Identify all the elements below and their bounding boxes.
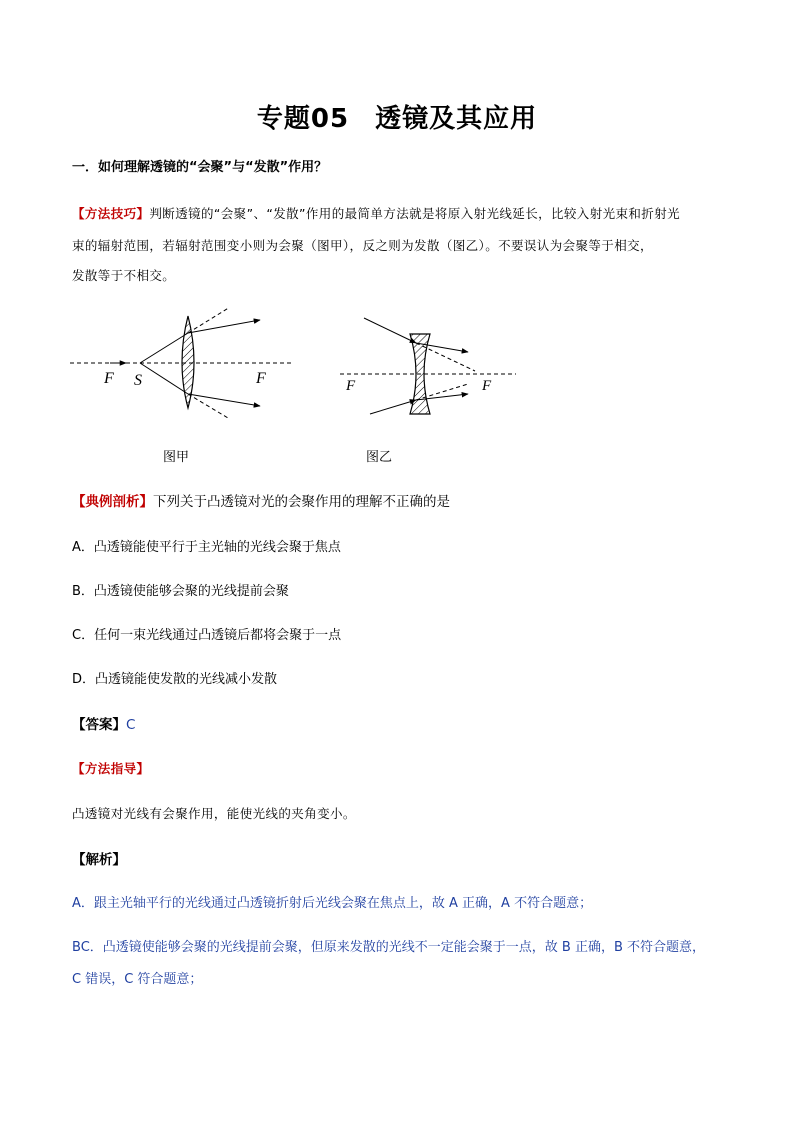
label-f-left: F xyxy=(104,370,114,387)
method-guide-text: 凸透镜对光线有会聚作用，能使光线的夹角变小。 xyxy=(72,806,356,821)
incident-ray-top-yi xyxy=(364,318,416,343)
extension-top xyxy=(188,308,248,333)
analysis-a: A．跟主光轴平行的光线通过凸透镜折射后光线会聚在焦点上，故 A 正确，A 不符合题意； xyxy=(72,896,593,911)
label-f-right-yi: F xyxy=(482,378,492,394)
section-heading: 一．如何理解透镜的“会聚”与“发散”作用？ xyxy=(72,160,328,175)
answer xyxy=(72,713,135,733)
incident-ray-bottom-yi xyxy=(370,400,416,414)
analysis-label: 【解析】 xyxy=(72,852,126,868)
example-question-text: 下列关于凸透镜对光的会聚作用的理解不正确的是 xyxy=(153,494,450,510)
figure-jia-diagram xyxy=(70,308,295,418)
page-title xyxy=(0,98,794,135)
analysis-bc-line2: C 错误，C 符合题意； xyxy=(72,972,203,987)
method-tip-line3: 发散等于不相交。 xyxy=(72,268,176,283)
option-c: C．任何一束光线通过凸透镜后都将会聚于一点 xyxy=(72,628,342,643)
caption-jia: 图甲 xyxy=(163,450,190,465)
option-d: D．凸透镜能使发散的光线减小发散 xyxy=(72,672,278,687)
option-b: B．凸透镜使能够会聚的光线提前会聚 xyxy=(72,584,289,599)
label-f-left-yi: F xyxy=(346,378,356,394)
example-label: 【典例剖析】 xyxy=(72,494,153,510)
method-tip-label: 【方法技巧】 xyxy=(72,206,150,221)
label-s: S xyxy=(134,372,142,389)
method-tip-line2: 束的辐射范围，若辐射范围变小则为会聚（图甲），反之则为发散（图乙）。不要误认为会聚等于相交， xyxy=(72,238,653,253)
answer-label: 【答案】 xyxy=(72,717,126,733)
answer-value: C xyxy=(126,717,136,733)
method-tip-text1: 判断透镜的“会聚”、“发散”作用的最简单方法就是将原入射光线延长，比较入射光束和折射光 xyxy=(149,206,681,221)
extension-bottom xyxy=(188,394,248,418)
incident-ray-bottom xyxy=(140,363,188,394)
analysis-bc-line1: BC．凸透镜使能够会聚的光线提前会聚，但原来发散的光线不一定能会聚于一点，故 B 正确，B 不符合题意， xyxy=(72,940,706,955)
figure-yi-diagram xyxy=(340,308,520,418)
caption-yi: 图乙 xyxy=(366,450,393,465)
refracted-ray-top xyxy=(188,320,260,333)
refracted-ray-bottom xyxy=(188,394,260,406)
title-sub: 透镜及其应用 xyxy=(375,104,538,134)
option-a: A．凸透镜能使平行于主光轴的光线会聚于焦点 xyxy=(72,540,341,555)
method-tip-line1 xyxy=(72,204,680,222)
method-guide-label: 【方法指导】 xyxy=(72,761,150,776)
label-f-right: F xyxy=(256,370,266,387)
example-question xyxy=(72,490,450,510)
incident-ray-top xyxy=(140,333,188,363)
title-main: 专题05 xyxy=(256,104,350,134)
